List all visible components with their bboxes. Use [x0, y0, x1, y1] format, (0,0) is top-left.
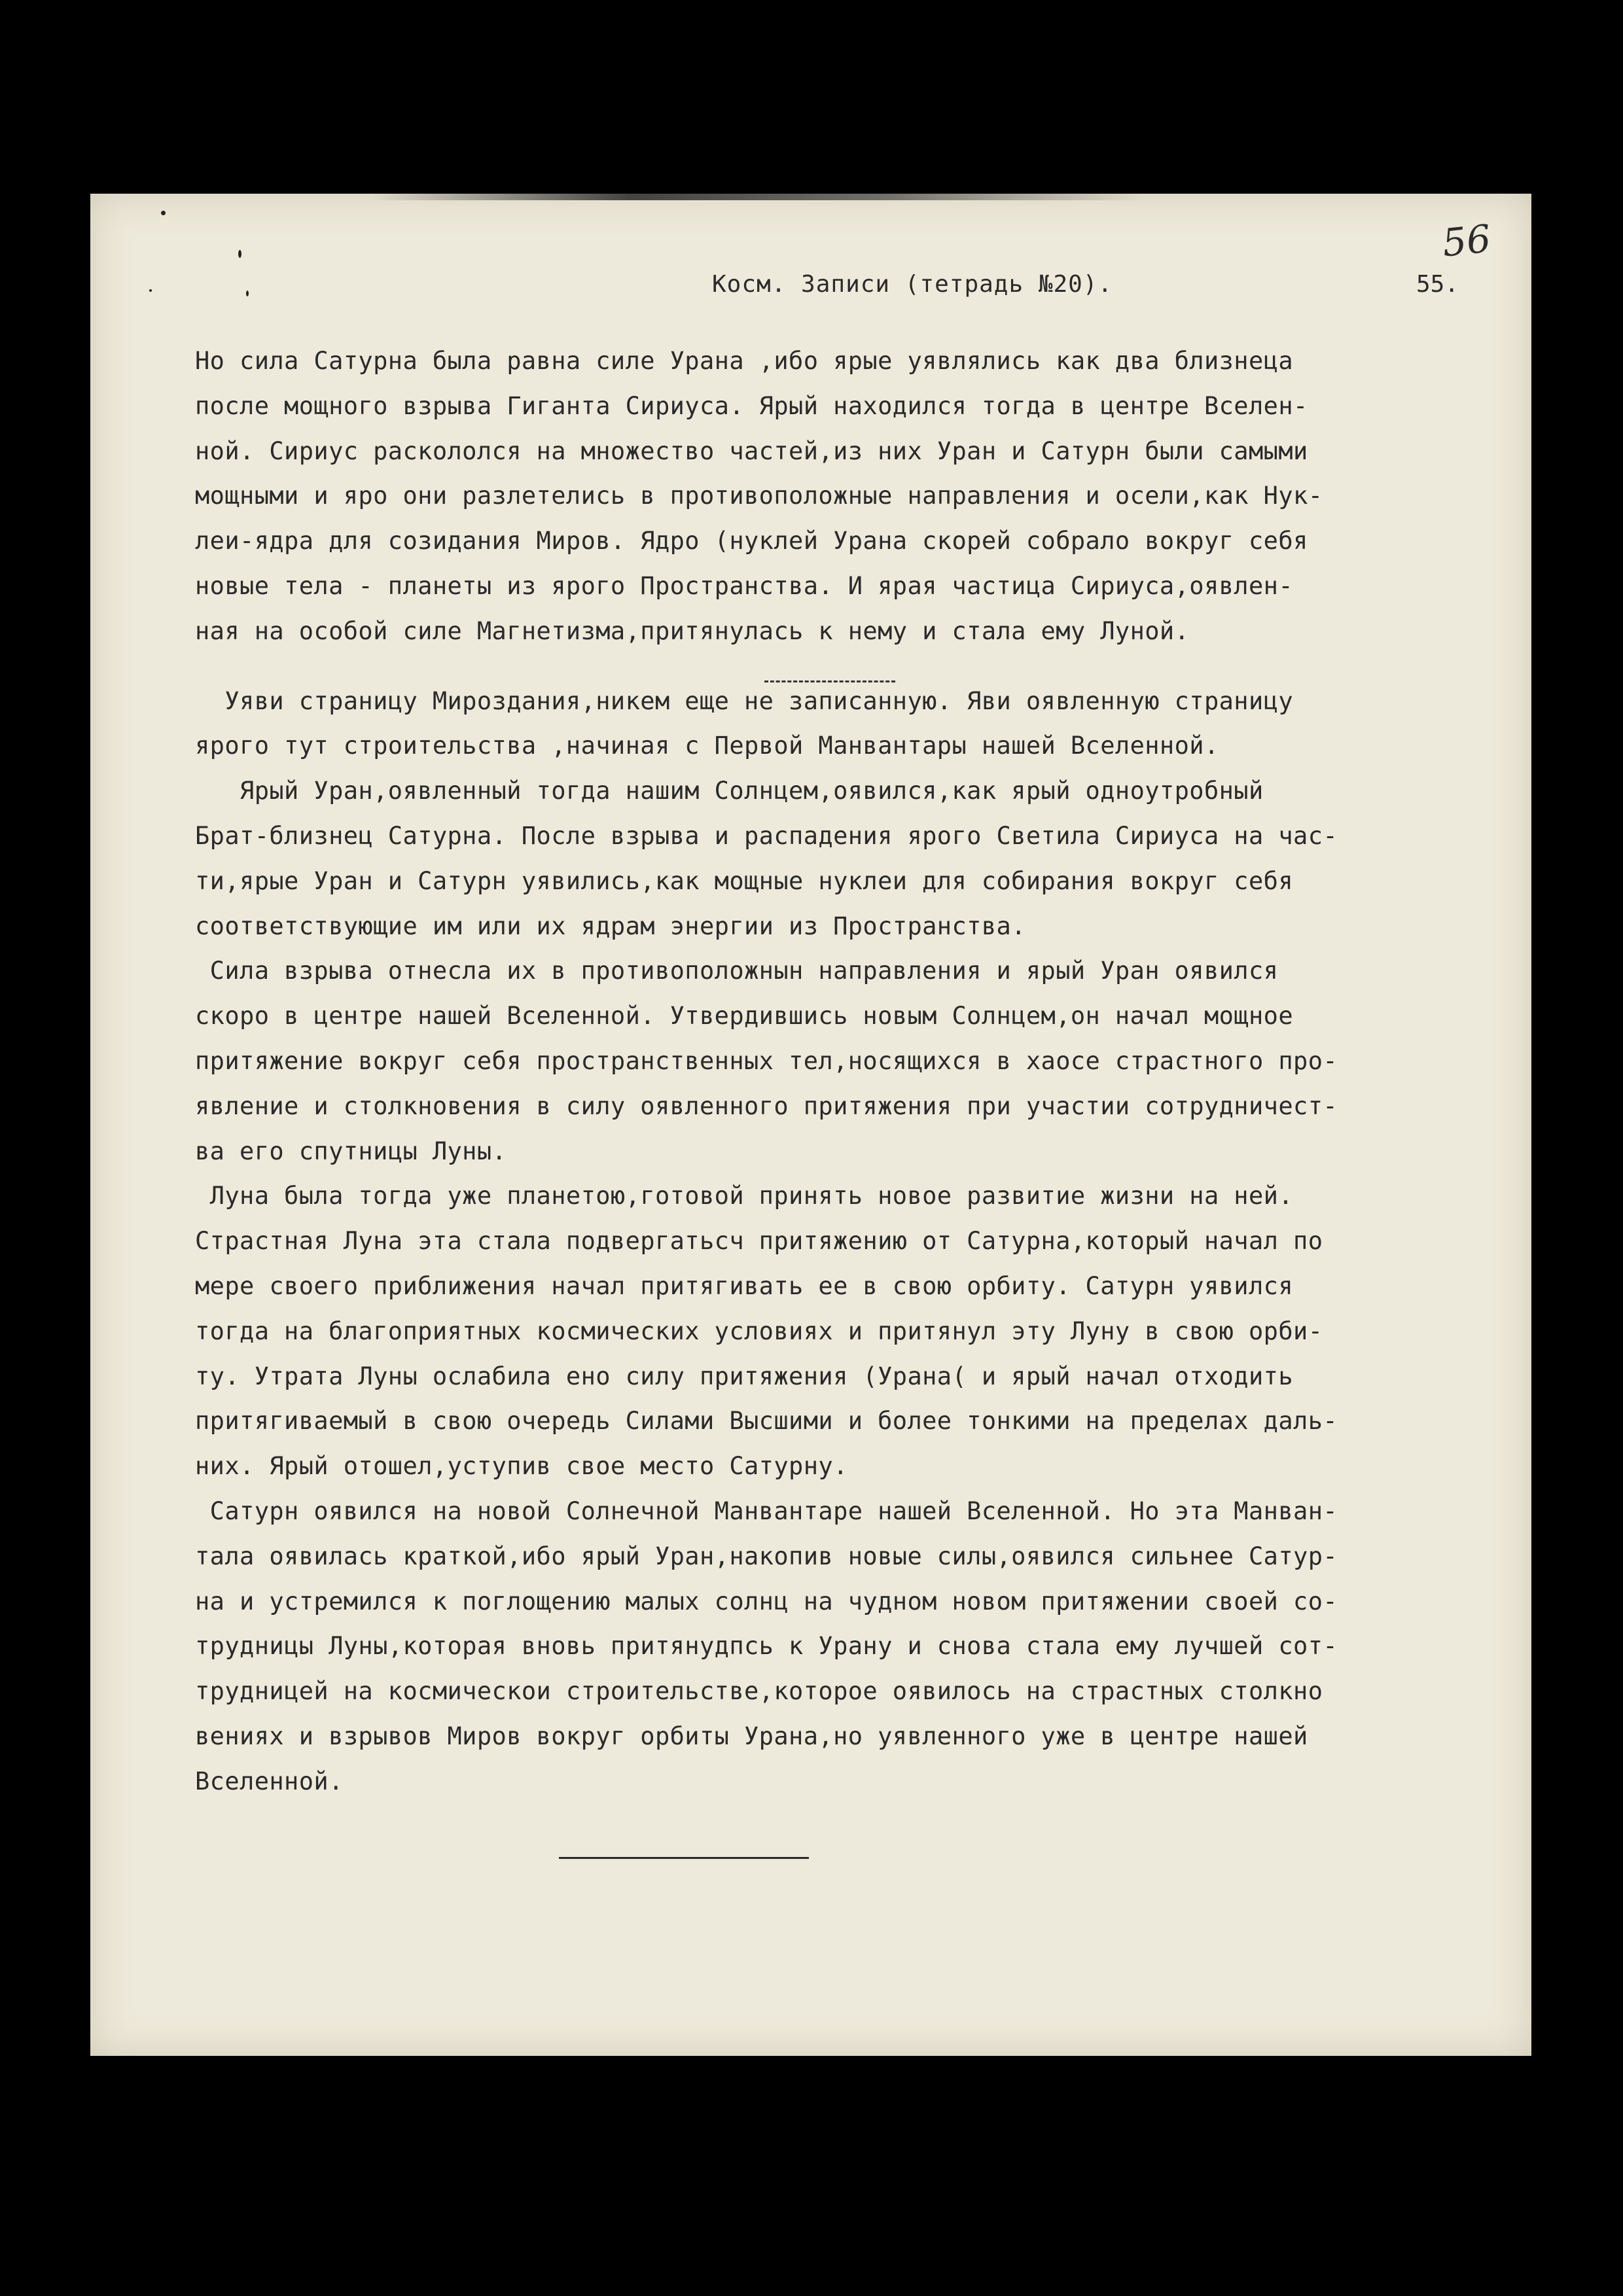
text-line: Брат-близнец Сатурна. После взрыва и распадения ярого Светила Сириуса на час- [195, 821, 1338, 850]
paragraph [195, 339, 1497, 654]
page-header: Косм. Записи (тетрадь №20). [712, 271, 1113, 298]
text-line: Ярый Уран,оявленный тогда нашим Солнцем,оявился,как ярый одноутробный [195, 777, 1264, 805]
text-line: Луна была тогда уже планетою,готовой принять новое развитие жизни на ней. [195, 1182, 1294, 1210]
end-rule [559, 1857, 809, 1859]
text-line: соответствующие им или их ядрам энергии из Пространства. [195, 911, 1026, 940]
section-separator [764, 680, 895, 682]
text-line: них. Ярый отошел,уступив свое место Сатурну. [195, 1452, 848, 1481]
text-line: явление и столкновения в силу оявленного притяжения при участии сотрудничест- [195, 1091, 1338, 1120]
text-line: трудницей на космическои строительстве,которое оявилось на страстных столкно [195, 1677, 1323, 1706]
text-line: скоро в центре нашей Вселенной. Утвердившись новым Солнцем,он начал мощное [195, 1002, 1294, 1031]
text-line: на и устремился к поглощению малых солнц на чудном новом притяжении своей со- [195, 1587, 1338, 1616]
text-line: мере своего приближения начал притягивать ее в свою орбиту. Сатурн уявился [195, 1271, 1294, 1300]
document-page [90, 194, 1531, 2056]
text-line: трудницы Луны,которая вновь притянудпсь к Урану и снова стала ему лучшей сот- [195, 1632, 1338, 1661]
handwritten-page-number: 56 [1440, 216, 1493, 266]
text-line: ярого тут строительства ,начиная с Первой Манвантары нашей Вселенной. [195, 732, 1219, 760]
ink-speck [161, 211, 166, 215]
text-line: притягиваемый в свою очередь Силами Высшими и более тонкими на пределах даль- [195, 1407, 1338, 1436]
text-line: ная на особой силе Магнетизма,притянулась к нему и стала ему Луной. [195, 616, 1190, 645]
paragraph [195, 679, 1497, 1805]
text-line: мощными и яро они разлетелись в противоположные направления и осели,как Нук- [195, 482, 1323, 510]
scan-edge-shadow [372, 194, 1144, 200]
text-line: притяжение вокруг себя пространственных тел,носящихся в хаосе страстного про- [195, 1046, 1338, 1075]
ink-speck [246, 291, 249, 296]
text-line: вениях и взрывов Миров вокруг орбиты Урана,но уявленного уже в центре нашей [195, 1722, 1308, 1750]
ink-speck [238, 250, 241, 258]
text-line: после мощного взрыва Гиганта Сириуса. Ярый находился тогда в центре Вселен- [195, 391, 1308, 420]
text-line: тала оявилась краткой,ибо ярый Уран,накопив новые силы,оявился сильнее Сатур- [195, 1542, 1338, 1570]
document-body [195, 339, 1497, 1805]
typed-page-number: 55. [1416, 271, 1459, 298]
text-line: ти,ярые Уран и Сатурн уявились,как мощные нуклеи для собирания вокруг себя [195, 866, 1294, 895]
text-line: тогда на благоприятных космических условиях и притянул эту Луну в свою орби- [195, 1316, 1323, 1345]
text-line: Вселенной. [195, 1767, 344, 1795]
text-line: новые тела - планеты из ярого Пространства. И ярая частица Сириуса,оявлен- [195, 571, 1294, 600]
text-line: Страстная Луна эта стала подвергатьсч притяжению от Сатурна,который начал по [195, 1227, 1323, 1256]
text-line: леи-ядра для созидания Миров. Ядро (нуклей Урана скорей собрало вокруг себя [195, 527, 1308, 556]
text-line: ту. Утрата Луны ослабила ено силу притяжения (Урана( и ярый начал отходить [195, 1362, 1294, 1390]
ink-speck [149, 289, 152, 292]
text-line: Но сила Сатурна была равна силе Урана ,ибо ярые уявлялись как два близнеца [195, 347, 1294, 375]
text-line: ва его спутницы Луны. [195, 1137, 507, 1165]
section-gap [195, 654, 1497, 679]
text-line: Сатурн оявился на новой Солнечной Манвантаре нашей Вселенной. Но эта Манван- [195, 1496, 1338, 1525]
text-line: Сила взрыва отнесла их в противоположнын направления и ярый Уран оявился [195, 957, 1279, 985]
text-line: ной. Сириус раскололся на множество частей,из них Уран и Сатурн были самыми [195, 436, 1308, 465]
text-line: Уяви страницу Мироздания,никем еще не записанную. Яви оявленную страницу [195, 686, 1294, 715]
